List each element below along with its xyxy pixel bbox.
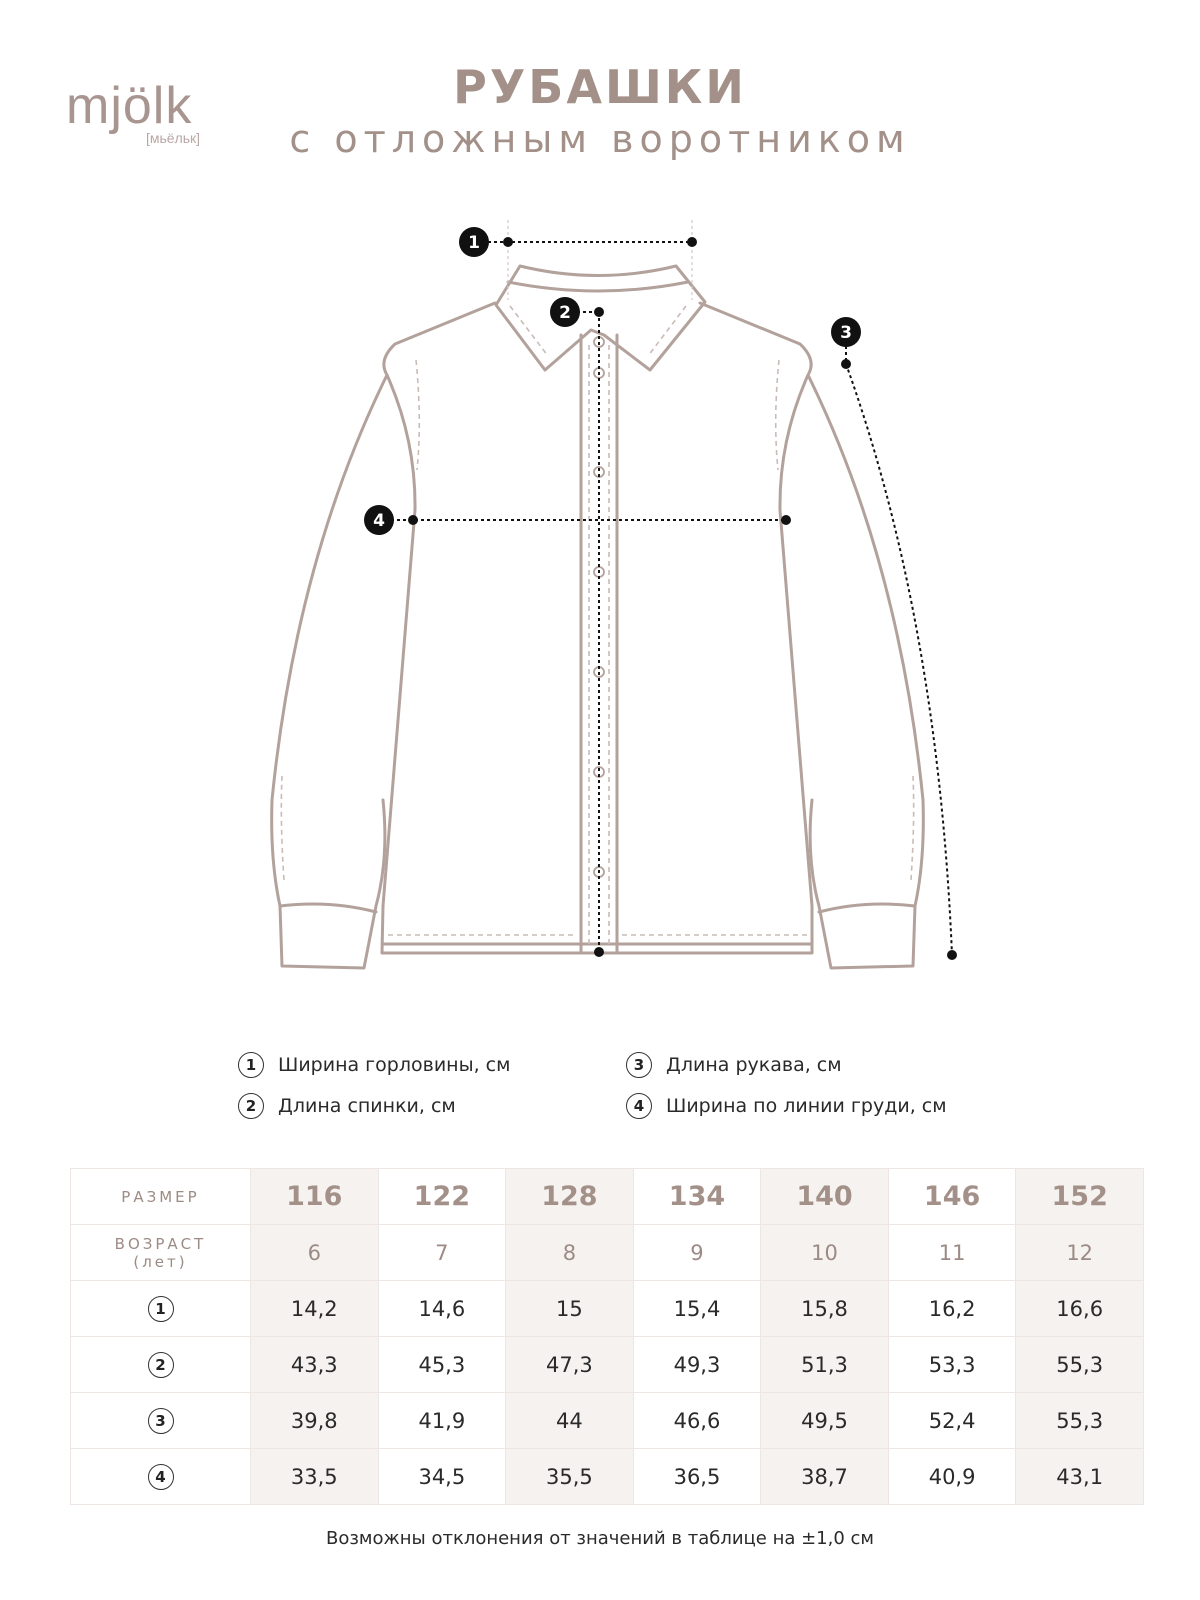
legend-label-3: Длина рукава, см [666, 1054, 842, 1076]
page-title [240, 60, 960, 164]
value-cell: 47,3 [506, 1337, 634, 1393]
size-header: РАЗМЕР [71, 1169, 251, 1225]
row-label-2 [71, 1337, 251, 1393]
value-cell: 40,9 [888, 1449, 1016, 1505]
row-label-4 [71, 1449, 251, 1505]
size-cell: 146 [888, 1169, 1016, 1225]
value-cell: 41,9 [378, 1393, 506, 1449]
value-cell: 43,3 [251, 1337, 379, 1393]
value-cell: 36,5 [633, 1449, 761, 1505]
measure-1-right-dot [687, 237, 697, 247]
brand-logo [66, 77, 226, 146]
left-cuff-line [280, 904, 376, 912]
shirt-diagram [0, 200, 1200, 980]
value-cell: 14,6 [378, 1281, 506, 1337]
legend-item-1 [238, 1052, 510, 1078]
measure-1-left-dot [503, 237, 513, 247]
size-cell: 152 [1016, 1169, 1144, 1225]
age-cell: 7 [378, 1225, 506, 1281]
row-label-3 [71, 1393, 251, 1449]
age-cell: 11 [888, 1225, 1016, 1281]
legend-item-3 [626, 1052, 842, 1078]
age-header-line-2: (лет) [133, 1252, 188, 1271]
row-label-1 [71, 1281, 251, 1337]
tolerance-note: Возможны отклонения от значений в таблице на ±1,0 см [326, 1528, 874, 1549]
legend-item-4 [626, 1093, 947, 1119]
value-cell: 53,3 [888, 1337, 1016, 1393]
measure-4-left-dot [408, 515, 418, 525]
age-cell: 12 [1016, 1225, 1144, 1281]
value-cell: 49,3 [633, 1337, 761, 1393]
legend-num-2: 2 [238, 1093, 264, 1119]
marker-2 [550, 297, 580, 327]
value-cell: 55,3 [1016, 1393, 1144, 1449]
size-cell: 116 [251, 1169, 379, 1225]
value-cell: 15 [506, 1281, 634, 1337]
legend-label-1: Ширина горловины, см [278, 1054, 511, 1076]
age-cell: 10 [761, 1225, 889, 1281]
measure-3-top-dot [841, 359, 851, 369]
size-cell: 134 [633, 1169, 761, 1225]
size-chart-table [70, 1168, 1144, 1505]
svg-text:4: 4 [373, 511, 385, 531]
age-cell: 6 [251, 1225, 379, 1281]
value-cell: 55,3 [1016, 1337, 1144, 1393]
value-cell: 44 [506, 1393, 634, 1449]
legend-item-2 [238, 1093, 456, 1119]
measure-3-bottom-dot [947, 950, 957, 960]
measure-2-bottom-dot [594, 947, 604, 957]
value-cell: 52,4 [888, 1393, 1016, 1449]
row-num-badge: 4 [148, 1464, 174, 1490]
left-sleeve-outline [272, 375, 387, 968]
marker-1 [459, 227, 489, 257]
size-row [71, 1169, 1144, 1225]
value-cell: 38,7 [761, 1449, 889, 1505]
age-cell: 9 [633, 1225, 761, 1281]
right-sleeve-outline [808, 375, 923, 968]
value-cell: 33,5 [251, 1449, 379, 1505]
measure-4-right-dot [781, 515, 791, 525]
value-cell: 16,6 [1016, 1281, 1144, 1337]
title-line-1: РУБАШКИ [453, 60, 747, 114]
logo-wordmark: mjölk [66, 77, 193, 135]
measure-2-top-dot [594, 307, 604, 317]
row-num-badge: 1 [148, 1296, 174, 1322]
age-cell: 8 [506, 1225, 634, 1281]
value-cell: 49,5 [761, 1393, 889, 1449]
row-num-badge: 2 [148, 1352, 174, 1378]
value-cell: 39,8 [251, 1393, 379, 1449]
shirt-body-outline [382, 303, 812, 953]
size-cell: 140 [761, 1169, 889, 1225]
value-cell: 16,2 [888, 1281, 1016, 1337]
age-header-line-1: ВОЗРАСТ [114, 1234, 207, 1253]
value-cell: 43,1 [1016, 1449, 1144, 1505]
svg-text:2: 2 [559, 303, 571, 323]
measure-row-3 [71, 1393, 1144, 1449]
svg-text:1: 1 [468, 233, 480, 253]
measure-row-1 [71, 1281, 1144, 1337]
title-line-2: с отложным воротником [289, 117, 911, 161]
value-cell: 45,3 [378, 1337, 506, 1393]
value-cell: 15,4 [633, 1281, 761, 1337]
size-cell: 122 [378, 1169, 506, 1225]
row-num-badge: 3 [148, 1408, 174, 1434]
value-cell: 15,8 [761, 1281, 889, 1337]
value-cell: 51,3 [761, 1337, 889, 1393]
measure-row-4 [71, 1449, 1144, 1505]
size-cell: 128 [506, 1169, 634, 1225]
right-cuff-line [819, 904, 915, 912]
logo-transcription: [мьёльк] [146, 130, 201, 146]
value-cell: 14,2 [251, 1281, 379, 1337]
marker-4 [364, 505, 394, 535]
value-cell: 35,5 [506, 1449, 634, 1505]
legend-label-2: Длина спинки, см [278, 1095, 456, 1117]
collar-back-band [508, 282, 688, 291]
legend-label-4: Ширина по линии груди, см [666, 1095, 947, 1117]
marker-3 [831, 317, 861, 347]
age-row [71, 1225, 1144, 1281]
age-header [71, 1225, 251, 1281]
collar-outline [496, 266, 705, 370]
value-cell: 34,5 [378, 1449, 506, 1505]
legend-num-4: 4 [626, 1093, 652, 1119]
measure-row-2 [71, 1337, 1144, 1393]
svg-text:3: 3 [840, 323, 852, 343]
legend-num-1: 1 [238, 1052, 264, 1078]
legend-num-3: 3 [626, 1052, 652, 1078]
value-cell: 46,6 [633, 1393, 761, 1449]
